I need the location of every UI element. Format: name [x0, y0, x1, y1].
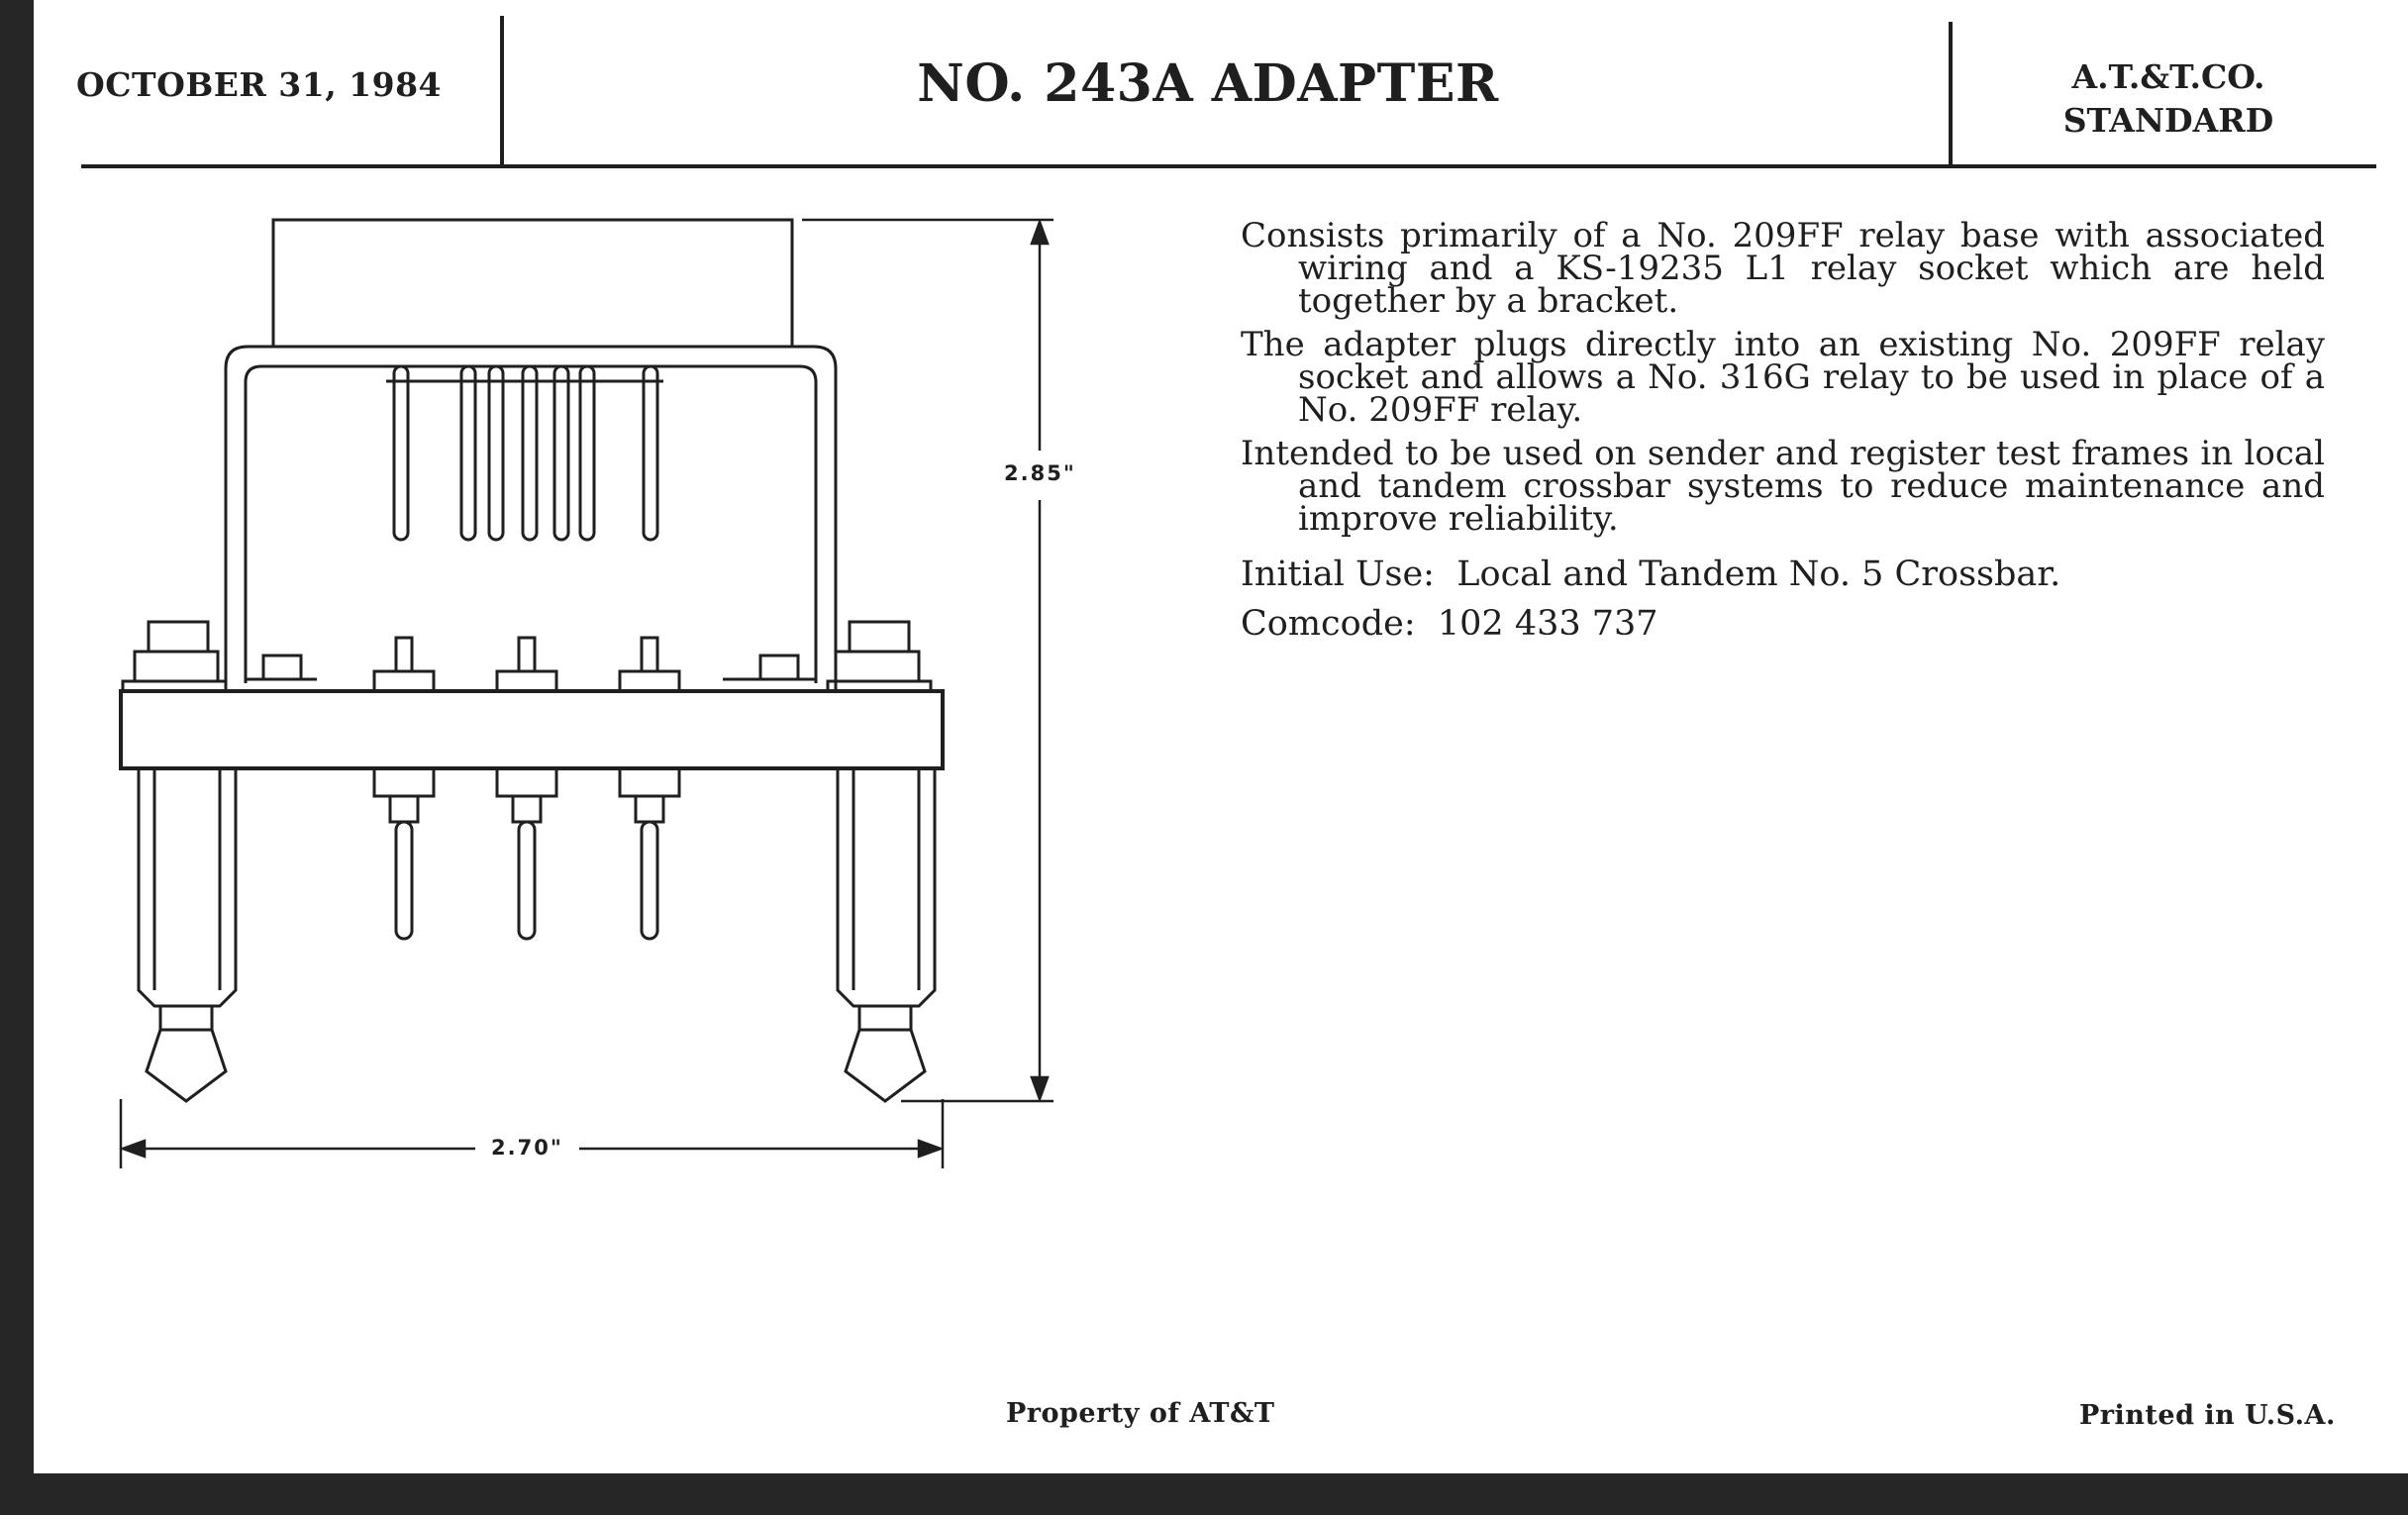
upper-pins: [386, 366, 663, 540]
standard-line-1: A.T.&T.CO.: [2071, 57, 2265, 96]
lower-pins: [374, 768, 679, 939]
initial-use-row: [1241, 555, 2060, 594]
base-plate: [121, 691, 943, 768]
bracket-inner: [246, 366, 816, 683]
tab-right: [760, 656, 798, 679]
comcode-row: [1241, 604, 1658, 644]
description-paragraph: The adapter plugs directly into an existing No. 209FF relay socket and allows a No. 316G relay to be used in place of a No. 209FF relay.: [1241, 325, 2325, 430]
document-title: NO. 243A ADAPTER: [917, 53, 1499, 114]
standard-line-2: STANDARD: [2062, 101, 2274, 140]
header-date: OCTOBER 31, 1984: [76, 65, 443, 104]
initial-use-value: Local and Tandem No. 5 Crossbar.: [1456, 555, 2061, 594]
description-block: [1241, 216, 2325, 547]
tab-left: [263, 656, 301, 679]
relay-socket-block: [273, 220, 792, 347]
description-paragraph: Intended to be used on sender and register test frames in local and tandem crossbar systems to reduce maintenance and improve reliability.: [1241, 434, 2325, 539]
comcode-label: Comcode:: [1241, 604, 1416, 644]
bracket: [226, 347, 836, 693]
footer-printed: Printed in U.S.A.: [2079, 1400, 2336, 1431]
comcode-value: 102 433 737: [1437, 604, 1658, 644]
initial-use-label: Initial Use:: [1241, 555, 1435, 594]
width-dimension-label: 2.70": [491, 1136, 563, 1160]
height-dimension: [802, 220, 1054, 1101]
terminal-posts-top: [374, 638, 679, 691]
description-paragraph: Consists primarily of a No. 209FF relay base with associated wiring and a KS-19235 L1 relay socket which are held together by a bracket.: [1241, 216, 2325, 321]
height-dimension-label: 2.85": [1004, 461, 1076, 485]
legs: [139, 768, 935, 1101]
footer-property: Property of AT&T: [1006, 1398, 1275, 1429]
